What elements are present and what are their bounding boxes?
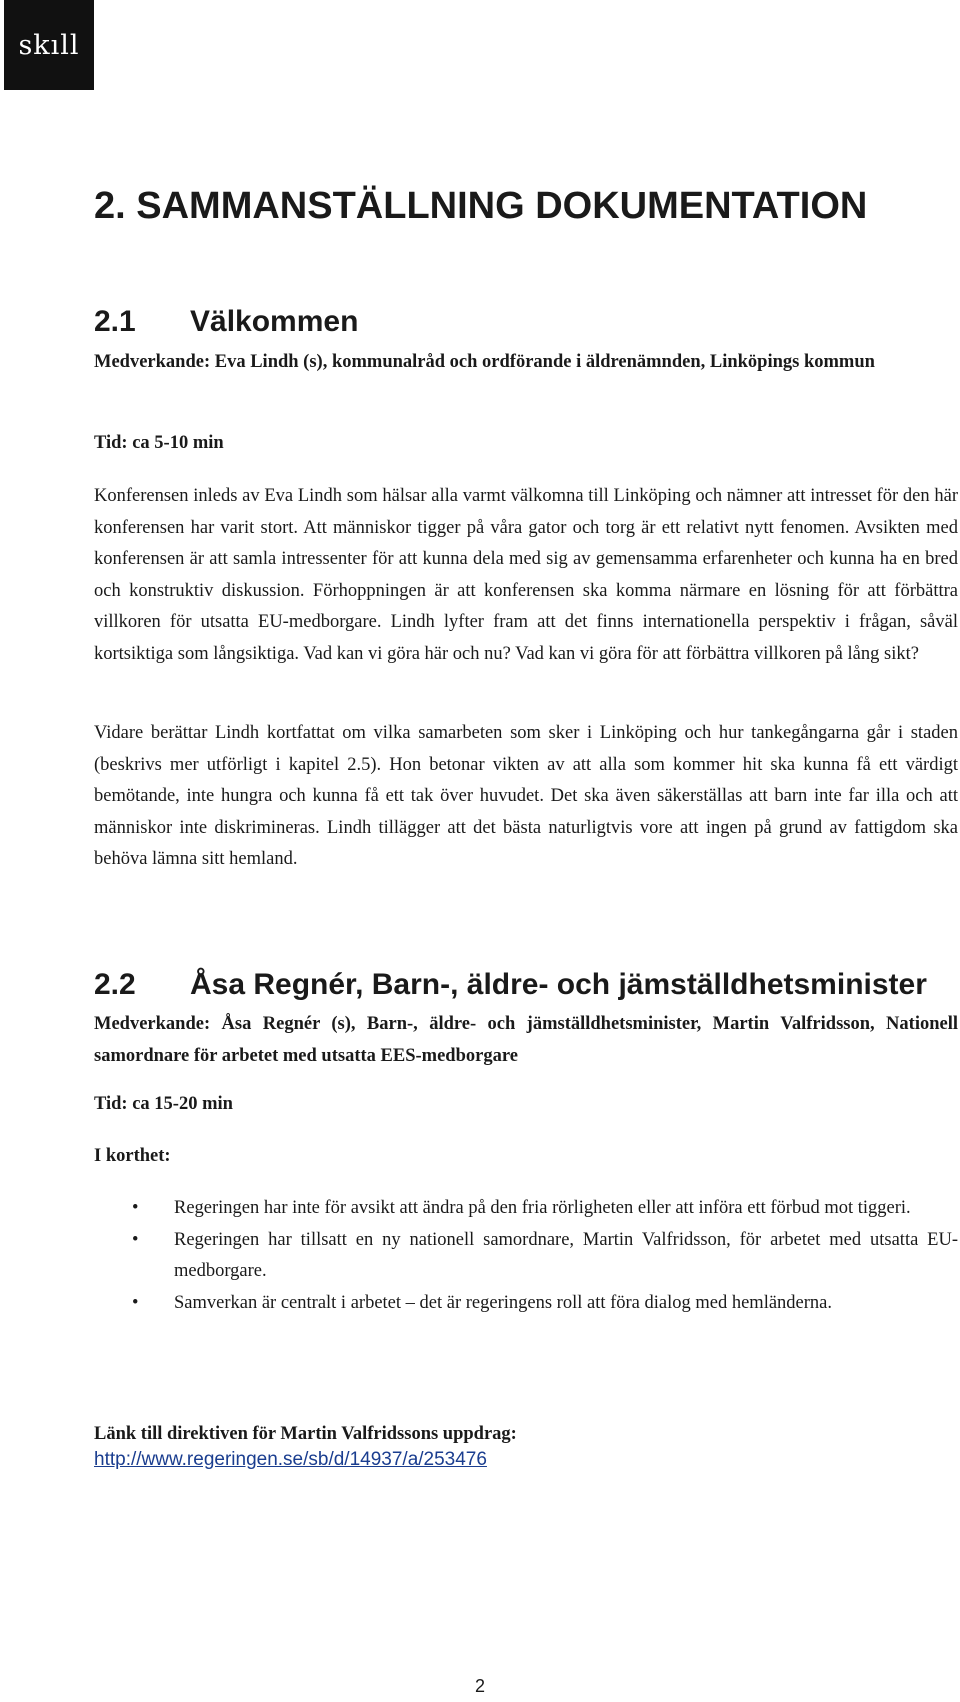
section-2-1-paragraph-2: Vidare berättar Lindh kortfattat om vilka samarbeten som sker i Linköping och hur tankegångarna går i staden (beskrivs mer utförligt i kapitel 2.5). Hon betonar vikten av att alla som kommer hit ska kunna få ett värdigt bemötande, inte hungra och kunna få ett tak över huvudet. Det ska även säkerställas att barn inte far illa och att människor inte diskrimineras. Lindh tillägger att det bästa naturligtvis vore att ingen på grund av fattigdom ska behöva lämna sitt hemland. — [94, 723, 958, 869]
section-2-2-participants: Medverkande: Åsa Regnér (s), Barn-, äldre- och jämställdhetsminister, Martin Valfridsson, Nationell samordnare för arbetet med utsatta EES-medborgare — [94, 1014, 958, 1066]
list-item-text: Samverkan är centralt i arbetet – det är regeringens roll att föra dialog med hemländerna. — [174, 1292, 833, 1313]
list-item — [94, 1225, 958, 1288]
section-title: Åsa Regnér, Barn-, äldre- och jämställdhetsminister — [190, 968, 927, 1001]
section-2-2-time: Tid: ca 15-20 min — [94, 1094, 233, 1114]
page-title: 2. SAMMANSTÄLLNING DOKUMENTATION — [94, 185, 868, 227]
bullet-icon: • — [132, 1292, 139, 1313]
link-label: Länk till direktiven för Martin Valfridssons uppdrag: — [94, 1424, 517, 1444]
list-item — [94, 1193, 958, 1225]
link-container — [94, 1449, 958, 1471]
list-item — [94, 1288, 958, 1320]
section-number: 2.2 — [94, 968, 136, 1001]
section-2-1-time: Tid: ca 5-10 min — [94, 433, 224, 453]
section-title: Välkommen — [190, 305, 359, 338]
skill-logo — [4, 0, 94, 90]
logo-text: skıll — [18, 29, 80, 61]
page-number: 2 — [474, 1676, 485, 1696]
section-2-1-paragraph-1: Konferensen inleds av Eva Lindh som hälsar alla varmt välkomna till Linköping och nämner att intresset för den här konferensen har varit stort. Att människor tigger på våra gator och torg är ett relativt nytt fenomen. Avsikten med konferensen är att samla intressenter för att kunna dela med sig av gemensamma erfarenheter och kunna ha en bred och konstruktiv diskussion. Förhoppningen är att konferensen ska komma närmare en lösning för att förbättra villkoren för utsatta EU-medborgare. Lindh lyfter fram att det finns internationella perspektiv i frågan, såväl kortsiktiga som långsiktiga. Vad kan vi göra här och nu? Vad kan vi göra för att förbättra villkoren på lång sikt? — [94, 486, 958, 664]
directive-link[interactable]: http://www.regeringen.se/sb/d/14937/a/253476 — [94, 1449, 487, 1470]
list-item-text: Regeringen har inte för avsikt att ändra på den fria rörligheten eller att införa ett förbud mot tiggeri. — [174, 1198, 911, 1218]
section-2-2-heading — [94, 968, 958, 1002]
summary-list — [94, 1193, 958, 1319]
summary-label: I korthet: — [94, 1146, 171, 1166]
bullet-icon: • — [132, 1198, 139, 1218]
bullet-icon: • — [132, 1229, 139, 1250]
section-number: 2.1 — [94, 305, 136, 338]
section-2-1-participants: Medverkande: Eva Lindh (s), kommunalråd och ordförande i äldrenämnden, Linköpings kommun — [94, 352, 875, 372]
list-item-text: Regeringen har tillsatt en ny nationell samordnare, Martin Valfridsson, för arbetet med utsatta EU-medborgare. — [174, 1229, 958, 1281]
section-2-1-heading — [94, 305, 958, 339]
